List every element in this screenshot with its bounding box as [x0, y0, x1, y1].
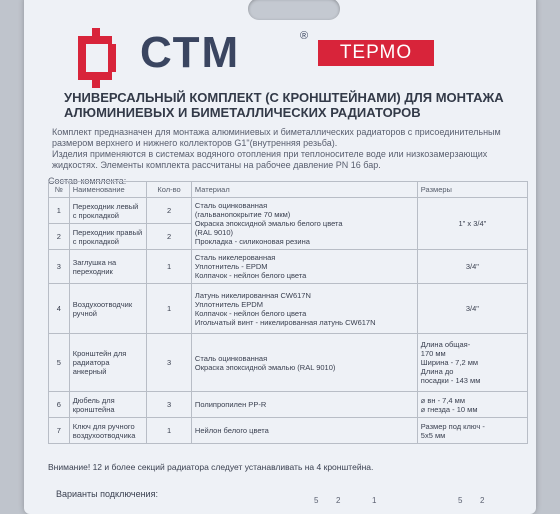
components-table [48, 181, 528, 444]
table-row [49, 198, 528, 224]
table-header-row [49, 182, 528, 198]
row-num: 3 [49, 250, 70, 284]
material-line: Сталь никелерованная [194, 253, 276, 262]
row-size: 3/4" [417, 250, 527, 284]
row-size: 1" x 3/4" [417, 198, 527, 250]
material-line: Колпачок - нейлон белого цвета [194, 308, 307, 318]
size-line: 5х5 мм [420, 430, 446, 440]
diagram-number: 2 [480, 496, 485, 505]
variants-label: Варианты подключения: [56, 489, 158, 499]
row-num: 5 [49, 334, 70, 392]
diagram-number: 2 [336, 496, 341, 505]
stm-logo-icon [72, 26, 122, 88]
description-line: размером верхнего и нижнего коллекторов G1"(внутренняя резьба). [52, 138, 338, 148]
row-material [191, 198, 417, 250]
table-row [49, 250, 528, 284]
row-size [417, 392, 527, 418]
material-line: Нейлон белого цвета [194, 426, 269, 435]
row-material [191, 418, 417, 444]
section-label: Состав комплекта: [48, 176, 127, 186]
material-line: Сталь оцинкованная [194, 353, 268, 363]
table-row [49, 392, 528, 418]
size-line: Длина до [420, 367, 454, 376]
description-line: Изделия применяются в системах водяного отопления при теплоносителе воде или низкозамерзающих [52, 149, 488, 159]
material-line: Сталь оцинкованная [194, 201, 268, 210]
row-num: 4 [49, 284, 70, 334]
row-qty: 1 [147, 250, 192, 284]
size-line: Размер под ключ - [420, 421, 485, 431]
product-description [52, 127, 522, 171]
row-qty: 2 [147, 198, 192, 224]
header-num: № [49, 182, 70, 198]
material-line: (RAL 9010) [194, 228, 233, 237]
warning-note: Внимание! 12 и более секций радиатора следует устанавливать на 4 кронштейна. [48, 462, 374, 472]
material-line: Окраска эпоксидной эмалью белого цвета [194, 219, 343, 228]
row-num: 2 [49, 224, 70, 250]
row-name: Переходник правый с прокладкой [69, 224, 146, 250]
hang-hole [248, 0, 340, 20]
size-line: посадки - 143 мм [420, 376, 481, 385]
row-qty: 1 [147, 418, 192, 444]
row-material [191, 250, 417, 284]
size-line: Ширина - 7,2 мм [420, 358, 479, 367]
material-line: Колпачок - нейлон белого цвета [194, 271, 307, 280]
header-qty: Кол-во [147, 182, 192, 198]
row-material [191, 334, 417, 392]
row-qty: 1 [147, 284, 192, 334]
description-line: жидкостях. Элементы комплекта рассчитаны на рабочее давление PN 16 бар. [52, 160, 381, 170]
row-qty: 2 [147, 224, 192, 250]
row-num: 1 [49, 198, 70, 224]
row-name: Дюбель для кронштейна [69, 392, 146, 418]
size-line: ⌀ вн - 7,4 мм [420, 395, 465, 405]
row-num: 7 [49, 418, 70, 444]
material-line: Окраска эпоксидной эмалью (RAL 9010) [194, 362, 336, 372]
row-size [417, 334, 527, 392]
material-line: Полипропилен PP-R [194, 400, 267, 409]
row-material [191, 392, 417, 418]
material-line: Игольчатый винт - никелированная латунь CW617N [194, 317, 376, 327]
row-name: Переходник левый с прокладкой [69, 198, 146, 224]
product-title: УНИВЕРСАЛЬНЫЙ КОМПЛЕКТ (С КРОНШТЕЙНАМИ) ДЛЯ МОНТАЖА АЛЮМИНИЕВЫХ И БИМЕТАЛЛИЧЕСКИХ РАДИАТОРОВ [64, 90, 504, 120]
table-row [49, 418, 528, 444]
header-name: Наименование [69, 182, 146, 198]
row-qty: 3 [147, 392, 192, 418]
row-num: 6 [49, 392, 70, 418]
termo-badge: ТЕРМО [318, 40, 434, 66]
material-line: Латунь никелированная CW617N [194, 290, 311, 300]
row-name: Кронштейн для радиатора анкерный [69, 334, 146, 392]
row-size: 3/4" [417, 284, 527, 334]
row-size [417, 418, 527, 444]
registered-mark: ® [300, 30, 309, 42]
material-line: Уплотнитель - EPDM [194, 262, 268, 271]
diagram-number: 1 [372, 496, 377, 505]
row-name: Ключ для ручного воздухоотводчика [69, 418, 146, 444]
size-line: 170 мм [420, 349, 446, 358]
row-name: Заглушка на переходник [69, 250, 146, 284]
row-material [191, 284, 417, 334]
table-row [49, 334, 528, 392]
size-line: Длина общая- [420, 340, 471, 349]
size-line: ⌀ гнезда - 10 мм [420, 404, 478, 414]
brand-name: СТМ [140, 28, 241, 77]
diagram-number: 5 [458, 496, 463, 505]
header-material: Материал [191, 182, 417, 198]
row-name: Воздухоотводчик ручной [69, 284, 146, 334]
header-size: Размеры [417, 182, 527, 198]
description-line: Комплект предназначен для монтажа алюминиевых и биметаллических радиаторов с присоединительным [52, 127, 501, 137]
table-row [49, 284, 528, 334]
material-line: Уплотнитель EPDM [194, 299, 263, 309]
row-qty: 3 [147, 334, 192, 392]
diagram-number: 5 [314, 496, 319, 505]
material-line: Прокладка - силиконовая резина [194, 237, 310, 246]
material-line: (гальванопокрытие 70 мкм) [194, 210, 291, 219]
